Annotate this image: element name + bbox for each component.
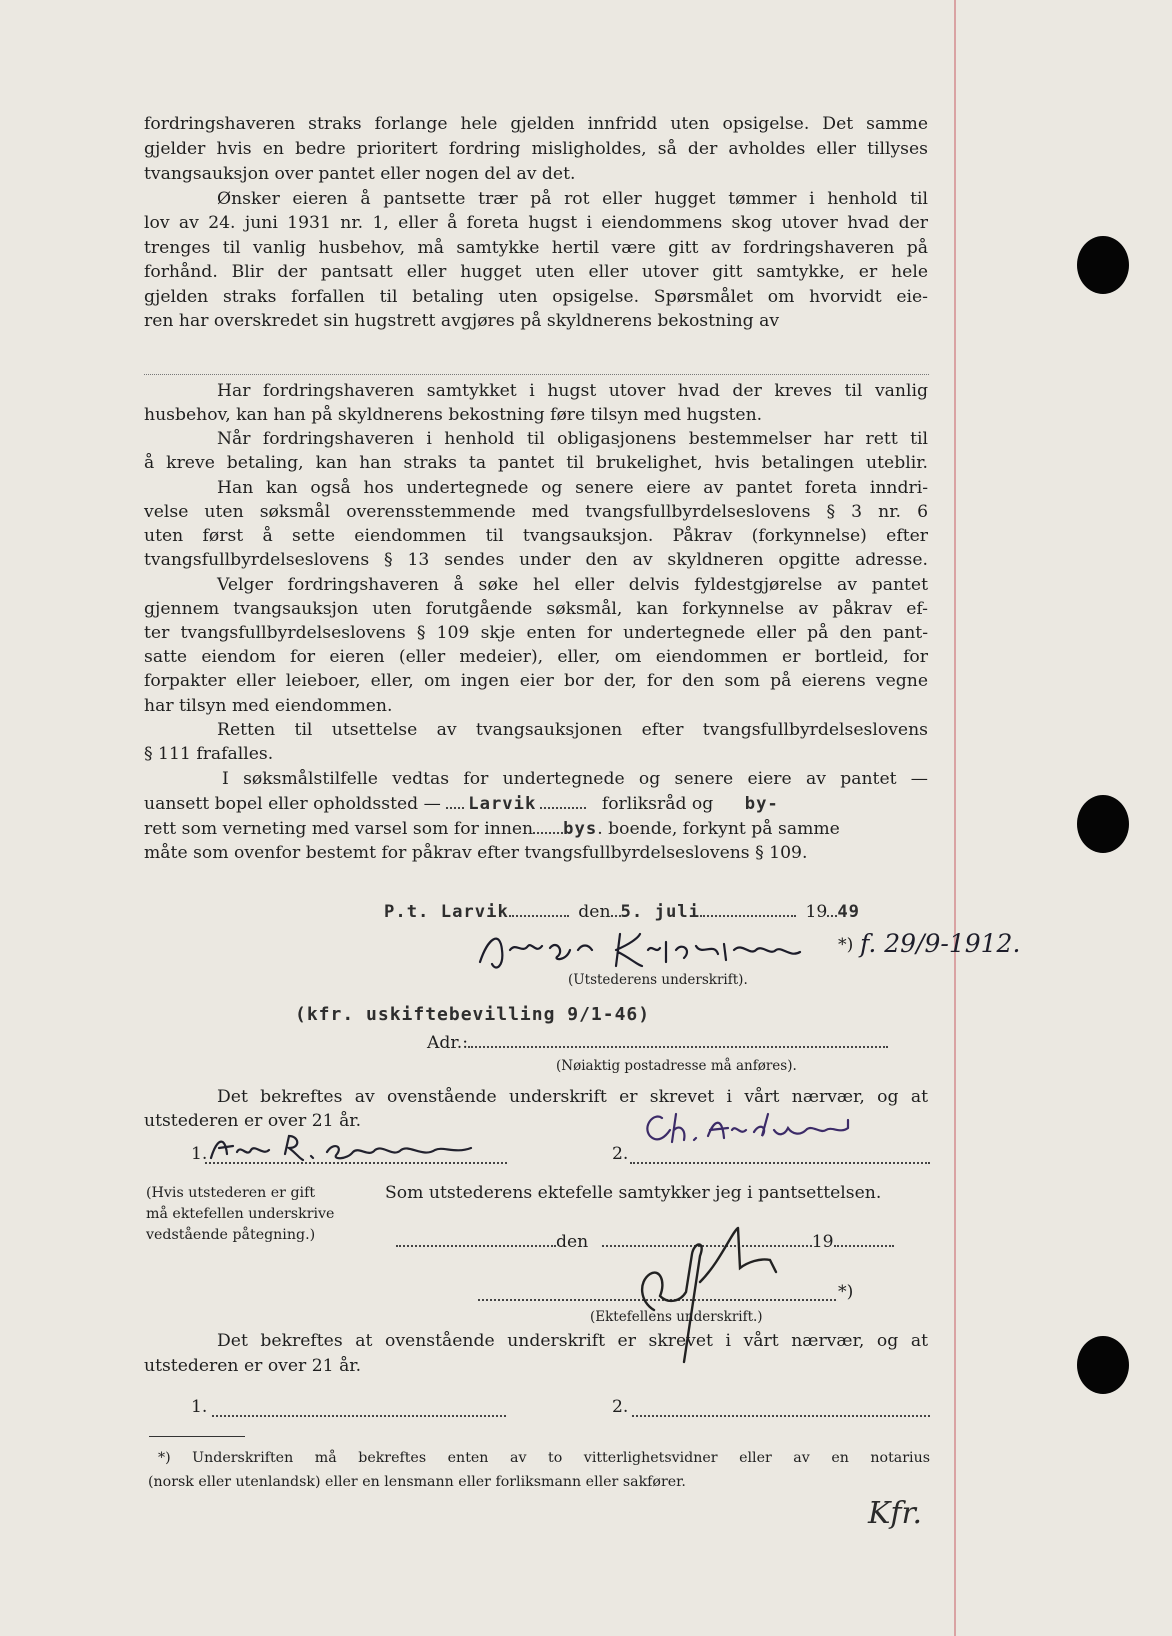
text-line: tvangsfullbyrdelseslovens § 13 sendes under den av skyldneren opgitte adresse. [144,550,928,570]
text-line: Velger fordringshaveren å søke hel eller delvis fyldestgjørelse av pantet [217,575,928,595]
text-line: velse uten søksmål overensstemmende med tvangsfullbyrdelseslovens § 3 nr. 6 [144,502,928,522]
text-line: ter tvangsfullbyrdelseslovens § 109 skje enten for undertegnede eller på den pant- [144,623,928,643]
text-line: I søksmålstilfelle vedtas for undertegnede og senere eiere av pantet — [222,769,928,789]
text-line: å kreve betaling, kan han straks ta pantet til brukelighet, hvis betalingen uteblir. [144,453,928,473]
place-date-line: P.t. Larvik den 5. juli 19 49 [384,902,861,922]
spouse-signature-caption: (Ektefellens underskrift.) [590,1309,763,1325]
witness-2-signature [636,1106,886,1154]
red-margin-line [954,0,956,1636]
venue-line-3: måte som ovenfor bestemt for påkrav efter tvangsfullbyrdelseslovens § 109. [144,843,808,863]
spouse-mark: *) [838,1282,854,1302]
margin-initials: Kfr. [868,1496,923,1531]
year-stamp: 49 [837,902,861,922]
witness-b1-line [212,1415,506,1417]
text-line: § 111 frafalles. [144,744,274,764]
venue-court-type: by- [744,794,779,814]
text-line: satte eiendom for eieren (eller medeier), eller, om eiendommen er bortleid, for [144,647,928,667]
text-line: fordringshaveren straks forlange hele gjelden innfridd uten opsigelse. Det samme [144,114,928,134]
witness-2-line [630,1162,930,1164]
birth-date-handwritten: f. 29/9-1912. [860,929,1021,958]
text-line: gjelder hvis en bedre prioritert fordring misligholdes, så der avholdes eller tillyses [144,139,928,159]
text-line: Når fordringshaveren i henhold til obligasjonens bestemmelser har rett til [217,429,928,449]
date-stamp: 5. juli [620,902,700,922]
text-line: gjennem tvangsauksjon uten forutgående søksmål, kan forkynnelse av påkrav ef- [144,599,928,619]
witness-1-signature [203,1128,503,1168]
text-line: har tilsyn med eiendommen. [144,696,393,716]
punch-hole-bottom [1077,1336,1129,1394]
witness-1-number: 1. [191,1144,208,1164]
footnote-line-2: (norsk eller utenlandsk) eller en lensmann eller forliksmann eller sakfører. [148,1474,686,1490]
text-line: Retten til utsettelse av tvangsauksjonen efter tvangsfullbyrdelseslovens [217,720,928,740]
signature-caption: (Utstederens underskrift). [568,972,748,988]
address-line: Adr.: [427,1033,888,1053]
spouse-date-line: den 19 [396,1232,894,1252]
spouse-note-2: må ektefellen underskrive [146,1206,335,1222]
venue-line-1: uansett bopel eller opholdssted — Larvik forliksråd og by- [144,794,779,814]
text-line: Ønsker eieren å pantsette trær på rot eller hugget tømmer i henhold til [217,189,928,209]
witness-statement-2: utstederen er over 21 år. [144,1111,362,1131]
text-line: lov av 24. juni 1931 nr. 1, eller å foreta hugst i eiendommens skog utover hvad der [144,213,928,233]
text-line: trenges til vanlig husbehov, må samtykke hertil være gitt av fordringshaveren på [144,238,928,258]
witness-b2-number: 2. [612,1397,629,1417]
place-stamp: P.t. Larvik [384,902,509,922]
text-line: ren har overskredet sin hugstrett avgjøres på skyldnerens bekostning av [144,311,780,331]
venue-bys: bys [563,819,598,839]
spouse-note-1: (Hvis utstederen er gift [146,1185,316,1201]
witness-b1-number: 1. [191,1397,208,1417]
punch-hole-middle [1077,795,1129,853]
spouse-note-3: vedstående påtegning.) [146,1227,316,1243]
text-line: Har fordringshaveren samtykket i hugst utover hvad der kreves til vanlig [217,381,928,401]
witness-2-number: 2. [612,1144,629,1164]
text-line: forhånd. Blir der pantsatt eller hugget uten eller utover gitt samtykke, er hele [144,262,928,282]
text-line: forpakter eller leieboer, eller, om ingen eier bor der, for den som på eierens vegne [144,671,928,691]
text-line: Han kan også hos undertegnede og senere eiere av pantet foreta inndri- [217,478,928,498]
witness-b2-line [632,1415,930,1417]
witness-statement-b-2: utstederen er over 21 år. [144,1356,362,1376]
text-line: husbehov, kan han på skyldnerens bekostning føre tilsyn med hugsten. [144,405,763,425]
footnote-rule [149,1436,245,1437]
venue-place: Larvik [468,794,537,814]
spouse-consent: Som utstederens ektefelle samtykker jeg i pantsettelsen. [385,1183,882,1203]
witness-statement-b: Det bekreftes at ovenstående underskrift er skrevet i vårt nærvær, og at [217,1331,928,1351]
text-line: tvangsauksjon over pantet eller nogen del av det. [144,164,576,184]
text-line: gjelden straks forfallen til betaling uten opsigelse. Spørsmålet om hvorvidt eie- [144,287,928,307]
footnote-line-1: *) Underskriften må bekreftes enten av to vitterlighetsvidner eller av en notarius [158,1450,930,1466]
text-line: uten først å sette eiendommen til tvangsauksjon. Påkrav (forkynnelse) efter [144,526,928,546]
address-caption: (Nøiaktig postadresse må anføres). [556,1058,797,1074]
birth-mark: *) [838,935,854,955]
punch-hole-top [1077,236,1129,294]
blank-fill-line [144,374,929,375]
uskifte-stamp: (kfr. uskiftebevilling 9/1-46) [295,1004,651,1025]
venue-line-2: rett som verneting med varsel som for innen bys. boende, forkynt på samme [144,819,840,839]
witness-statement: Det bekreftes av ovenstående underskrift er skrevet i vårt nærvær, og at [217,1087,928,1107]
